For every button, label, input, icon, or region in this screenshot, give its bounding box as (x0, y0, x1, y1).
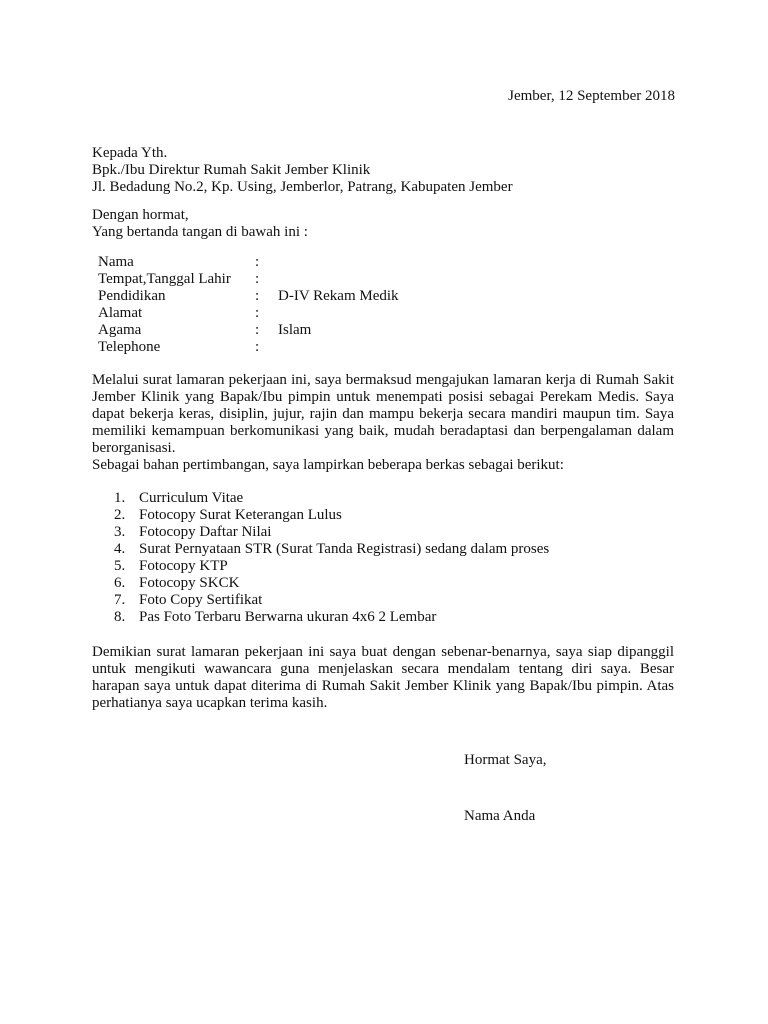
identity-row (98, 271, 399, 288)
identity-table (98, 254, 399, 356)
identity-label: Alamat (98, 305, 143, 321)
list-item (92, 609, 549, 626)
list-number: 5. (114, 558, 126, 574)
list-text: Fotocopy SKCK (139, 575, 240, 591)
identity-label: Nama (98, 254, 134, 270)
salutation: Dengan hormat, (92, 207, 189, 223)
sign-off: Hormat Saya, (464, 752, 547, 768)
list-number: 1. (114, 490, 126, 506)
identity-row (98, 254, 399, 271)
list-text: Curriculum Vitae (139, 490, 244, 506)
identity-row (98, 322, 399, 339)
attachments-list (92, 490, 549, 626)
list-item (92, 558, 549, 575)
identity-colon: : (255, 322, 260, 338)
list-text: Fotocopy Surat Keterangan Lulus (139, 507, 342, 523)
recipient-address: Jl. Bedadung No.2, Kp. Using, Jemberlor, Patrang, Kabupaten Jember (92, 179, 513, 195)
signer-name: Nama Anda (464, 808, 536, 824)
list-item (92, 575, 549, 592)
closing-paragraph: Demikian surat lamaran pekerjaan ini saya buat dengan sebenar-benarnya, saya siap dipanggil untuk mengikuti wawancara guna menjelaskan secara mendalam tentang diri saya. Besar harapan saya untuk dapat diterima di Rumah Sakit Jember Klinik yang Bapak/Ibu pimpin. Atas perhatianya saya ucapkan terima kasih. (92, 644, 674, 711)
body-section (92, 372, 674, 474)
greeting-block (92, 207, 308, 241)
identity-colon: : (255, 254, 260, 270)
list-text: Fotocopy KTP (139, 558, 228, 574)
intro-line: Yang bertanda tangan di bawah ini : (92, 224, 308, 240)
list-item (92, 541, 549, 558)
attachments-intro: Sebagai bahan pertimbangan, saya lampirkan beberapa berkas sebagai berikut: (92, 457, 564, 473)
list-item (92, 490, 549, 507)
identity-row (98, 339, 399, 356)
closing-section (92, 644, 674, 712)
identity-colon: : (255, 288, 260, 304)
list-text: Surat Pernyataan STR (Surat Tanda Registrasi) sedang dalam proses (139, 541, 550, 557)
list-number: 4. (114, 541, 126, 557)
identity-label: Telephone (98, 339, 161, 355)
recipient-line: Bpk./Ibu Direktur Rumah Sakit Jember Klinik (92, 162, 371, 178)
list-item (92, 507, 549, 524)
identity-colon: : (255, 339, 260, 355)
letter-date: Jember, 12 September 2018 (508, 88, 675, 104)
list-item (92, 524, 549, 541)
list-text: Foto Copy Sertifikat (139, 592, 263, 608)
list-text: Fotocopy Daftar Nilai (139, 524, 272, 540)
identity-row (98, 288, 399, 305)
recipient-line: Kepada Yth. (92, 145, 168, 161)
list-number: 7. (114, 592, 126, 608)
list-item (92, 592, 549, 609)
list-number: 6. (114, 575, 126, 591)
identity-row (98, 305, 399, 322)
identity-colon: : (255, 305, 260, 321)
list-number: 8. (114, 609, 126, 625)
body-paragraph: Melalui surat lamaran pekerjaan ini, saya bermaksud mengajukan lamaran kerja di Rumah Sakit Jember Klinik yang Bapak/Ibu pimpin untuk menempati posisi sebagai Perekam Medis. Saya dapat bekerja keras, disiplin, jujur, rajin dan mampu bekerja secara mandiri maupun tim. Saya memiliki kemampuan berkomunikasi yang baik, mudah beradaptasi dan berpengalaman dalam berorganisasi. (92, 372, 674, 456)
list-text: Pas Foto Terbaru Berwarna ukuran 4x6 2 Lembar (139, 609, 437, 625)
recipient-block (92, 145, 513, 196)
identity-value: D-IV Rekam Medik (278, 288, 399, 304)
identity-label: Tempat,Tanggal Lahir (98, 271, 231, 287)
identity-label: Pendidikan (98, 288, 166, 304)
identity-value: Islam (278, 322, 312, 338)
list-number: 2. (114, 507, 126, 523)
identity-colon: : (255, 271, 260, 287)
identity-label: Agama (98, 322, 142, 338)
list-number: 3. (114, 524, 126, 540)
